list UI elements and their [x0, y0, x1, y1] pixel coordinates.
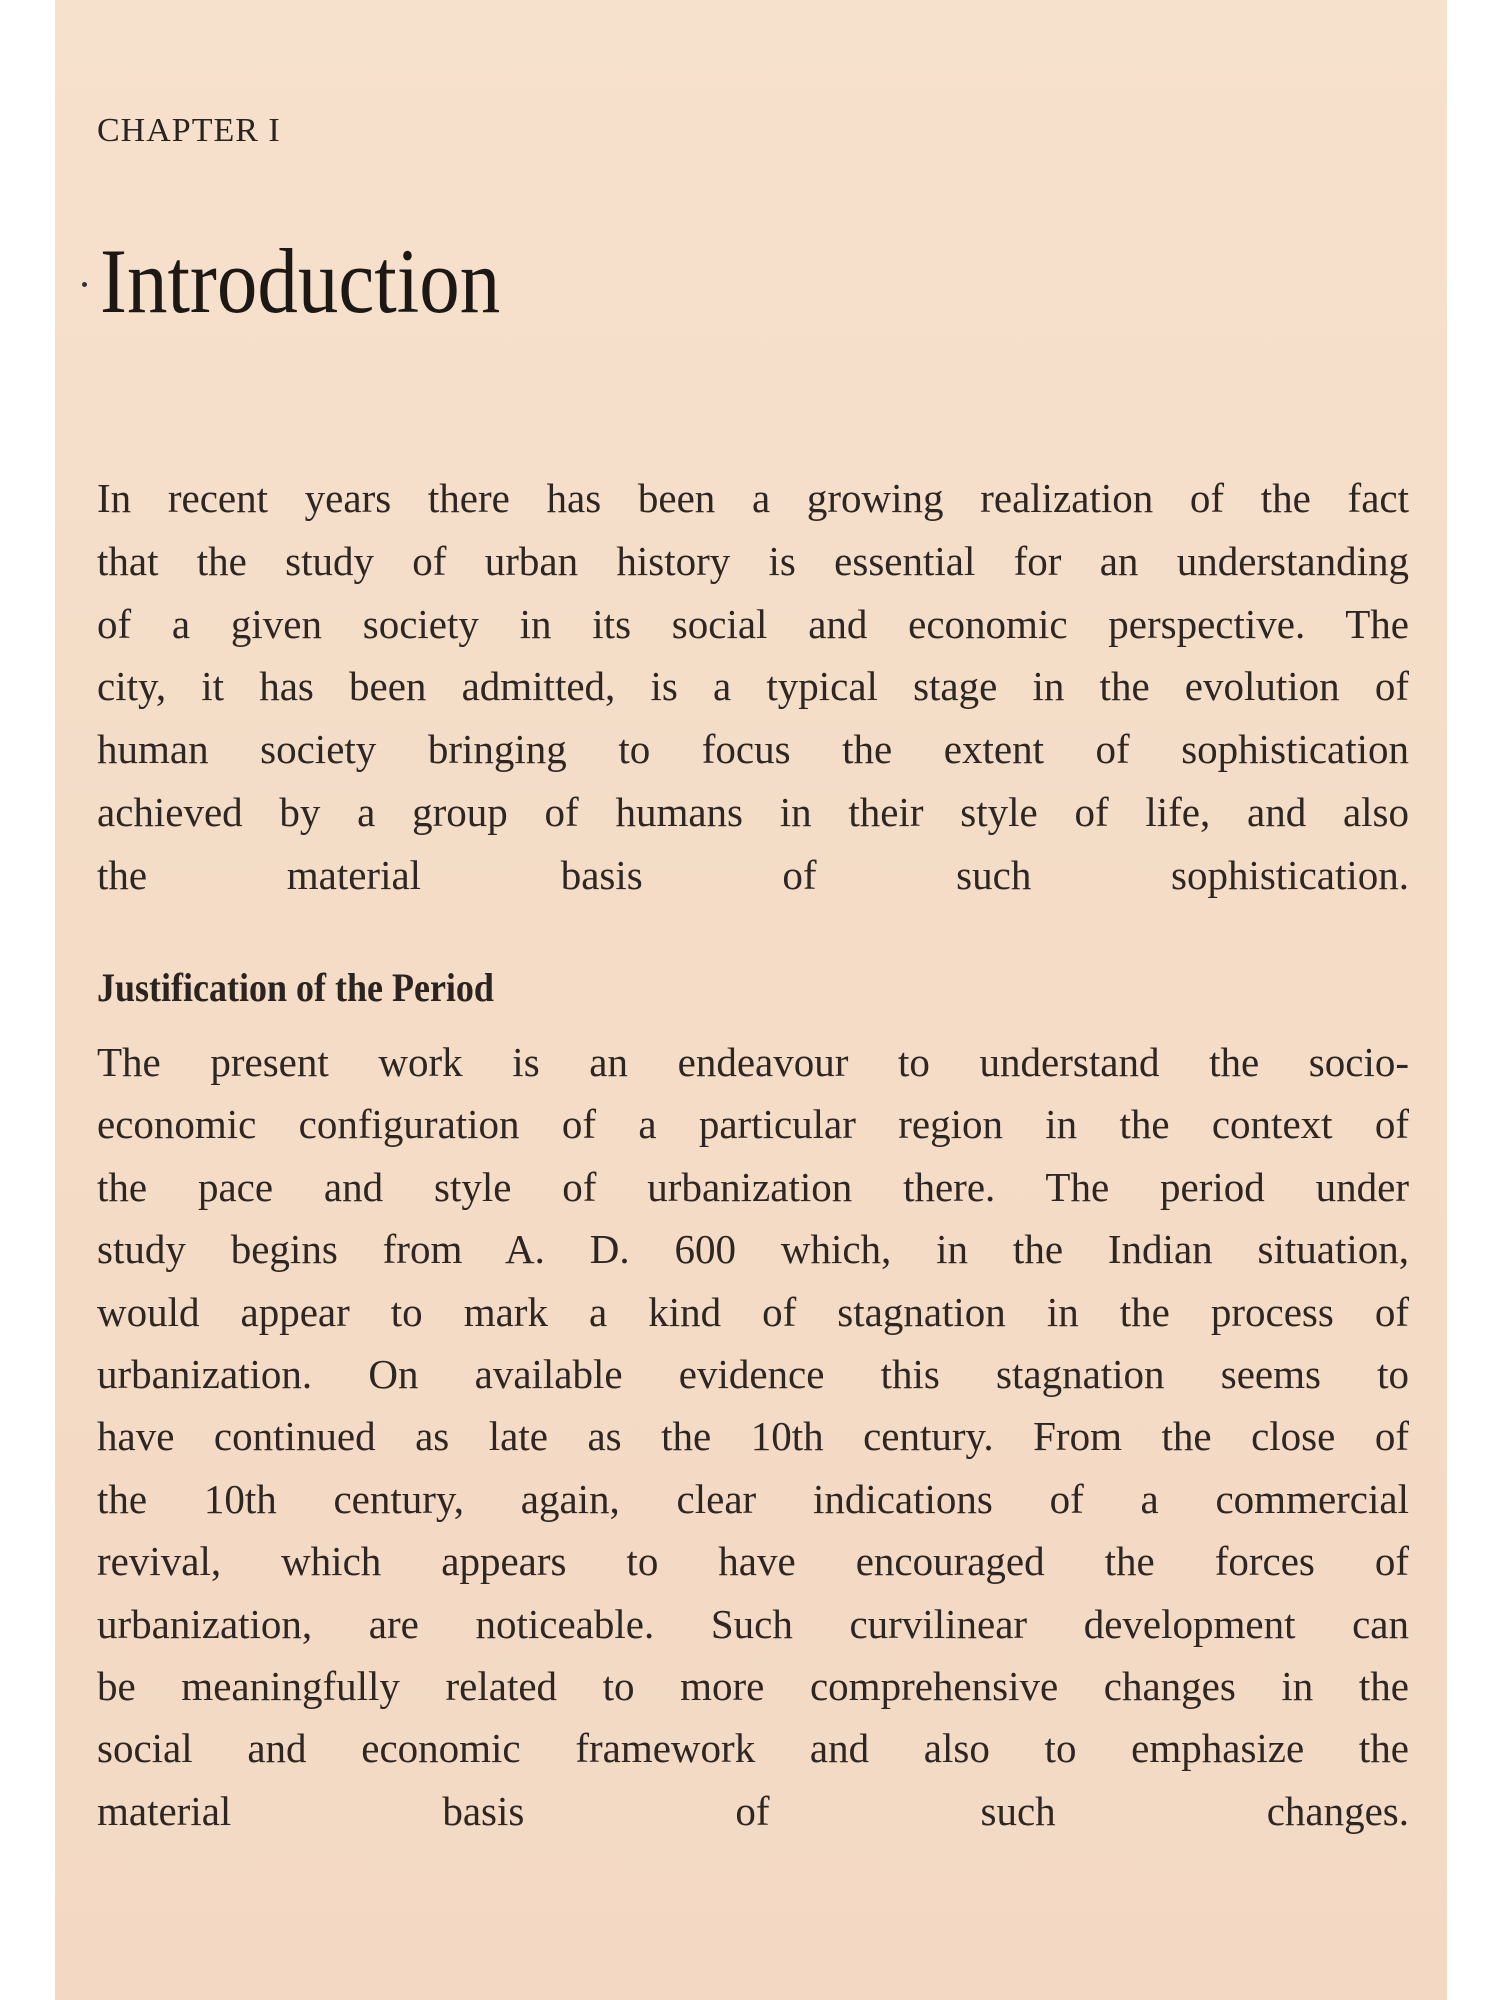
text-line	[97, 1600, 1409, 1650]
text-line	[97, 662, 1409, 712]
text-line	[97, 537, 1409, 587]
chapter-title: Introduction	[100, 230, 501, 332]
text-line-content: revival, which appears to have encouraged the forces of	[97, 1538, 1409, 1585]
text-line	[97, 1350, 1409, 1400]
text-line-content: urbanization. On available evidence this stagnation seems to	[97, 1351, 1409, 1397]
text-line-content: have continued as late as the 10th century. From the close of	[97, 1413, 1409, 1460]
text-line	[97, 1038, 1409, 1088]
text-line	[97, 1662, 1409, 1712]
text-line-content: economic configuration of a particular region in the context of	[97, 1101, 1409, 1148]
text-line	[97, 1225, 1409, 1275]
text-line-content: the material basis of such sophistication.	[97, 851, 1409, 898]
ink-dot	[82, 282, 87, 287]
text-line-content: city, it has been admitted, is a typical stage in the evolution of	[97, 663, 1409, 710]
text-line-content: the 10th century, again, clear indications of a commercial	[97, 1475, 1409, 1522]
section-heading: Justification of the Period	[97, 965, 494, 1010]
text-line	[97, 1288, 1409, 1338]
text-line	[97, 474, 1409, 524]
text-line-content: human society bringing to focus the extent of sophistication	[97, 726, 1409, 773]
text-line-content: In recent years there has been a growing realization of the fact	[97, 475, 1409, 521]
text-line	[97, 1724, 1409, 1774]
text-line-content: achieved by a group of humans in their style of life, and also	[97, 789, 1409, 835]
text-line	[97, 1537, 1409, 1587]
text-line-content: social and economic framework and also to emphasize the	[97, 1725, 1409, 1772]
text-line-content: that the study of urban history is essential for an understanding	[97, 537, 1409, 584]
text-line	[97, 851, 1409, 901]
text-line-content: would appear to mark a kind of stagnation in the process of	[97, 1288, 1409, 1335]
text-line	[97, 788, 1409, 838]
text-line	[97, 600, 1409, 650]
text-line	[97, 1163, 1409, 1213]
text-line	[97, 1412, 1409, 1462]
text-line-content: The present work is an endeavour to understand the socio-	[97, 1039, 1409, 1085]
text-line-content: the pace and style of urbanization there. The period under	[97, 1163, 1409, 1210]
text-line-content: urbanization, are noticeable. Such curvilinear development can	[97, 1600, 1409, 1647]
text-line-content: of a given society in its social and economic perspective. The	[97, 600, 1409, 647]
text-line-content: be meaningfully related to more comprehensive changes in the	[97, 1663, 1409, 1709]
text-line	[97, 725, 1409, 775]
chapter-label: CHAPTER I	[97, 112, 281, 149]
text-line	[97, 1475, 1409, 1525]
text-line-content: study begins from A. D. 600 which, in the Indian situation,	[97, 1226, 1409, 1273]
text-line	[97, 1787, 1409, 1837]
text-line	[97, 1100, 1409, 1150]
text-line-content: material basis of such changes.	[97, 1787, 1409, 1834]
